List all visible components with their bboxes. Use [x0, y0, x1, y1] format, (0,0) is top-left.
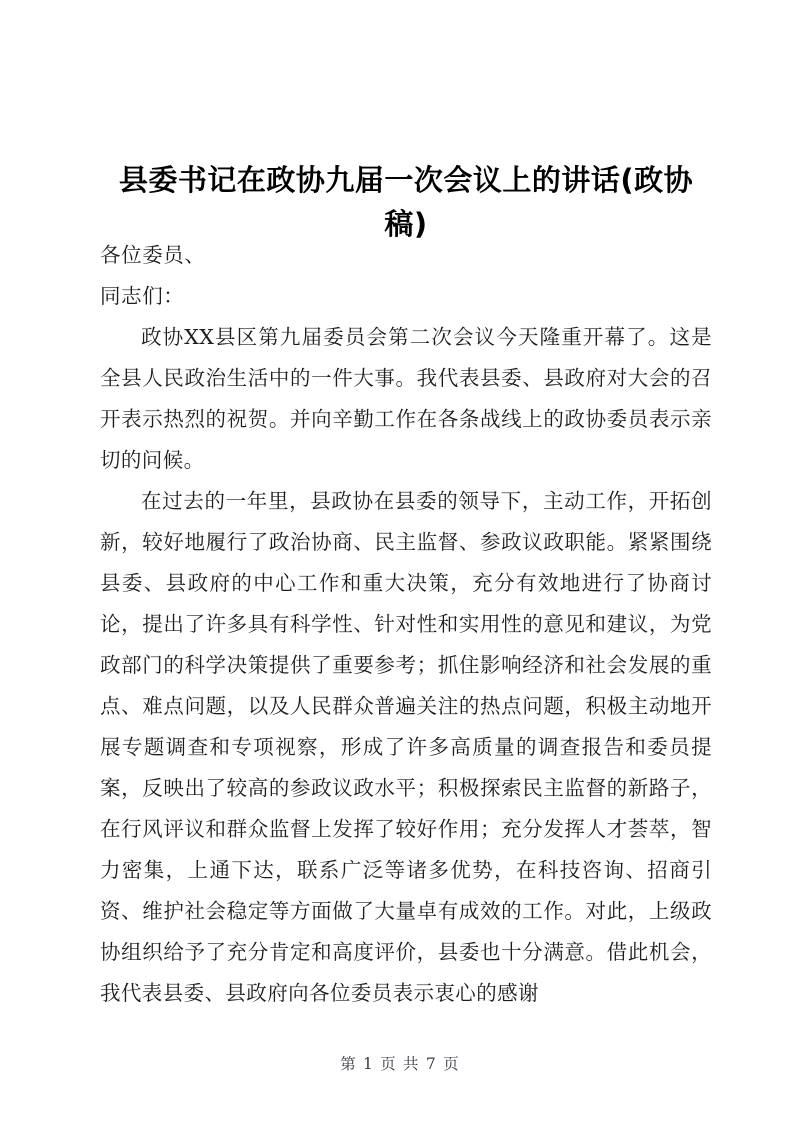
- page-footer: 第 1 页 共 7 页: [340, 1055, 460, 1073]
- body-paragraph-2: 在过去的一年里，县政协在县委的领导下，主动工作，开拓创新，较好地履行了政治协商、民主监督、参政议政职能。紧紧围绕县委、县政府的中心工作和重大决策，充分有效地进行了协商讨论，提出了许多具有科学性、针对性和实用性的意见和建议，为党政部门的科学决策提供了重要参考；抓住影响经济和社会发展的重点、难点问题，以及人民群众普遍关注的热点问题，积极主动地开展专题调查和专项视察，形成了许多高质量的调查报告和委员提案，反映出了较高的参政议政水平；积极探索民主监督的新路子，在行风评议和群众监督上发挥了较好作用；充分发挥人才荟萃，智力密集，上通下达，联系广泛等诸多优势，在科技咨询、招商引资、维护社会稳定等方面做了大量卓有成效的工作。对此，上级政协组织给予了充分肯定和高度评价，县委也十分满意。借此机会，我代表县委、县政府向各位委员表示衷心的感谢: [100, 489, 712, 1005]
- salutation-line-1: 各位委员、: [100, 243, 206, 267]
- salutation-line-2: 同志们：: [100, 284, 185, 308]
- body-paragraph-1: 政协XX县区第九届委员会第二次会议今天隆重开幕了。这是全县人民政治生活中的一件大事。我代表县委、县政府对大会的召开表示热烈的祝贺。并向辛勤工作在各条战线上的政协委员表示亲切的问候。: [100, 325, 712, 472]
- document-body: [100, 235, 712, 1014]
- page-title: 县委书记在政协九届一次会议上的讲话(政协稿): [118, 163, 694, 242]
